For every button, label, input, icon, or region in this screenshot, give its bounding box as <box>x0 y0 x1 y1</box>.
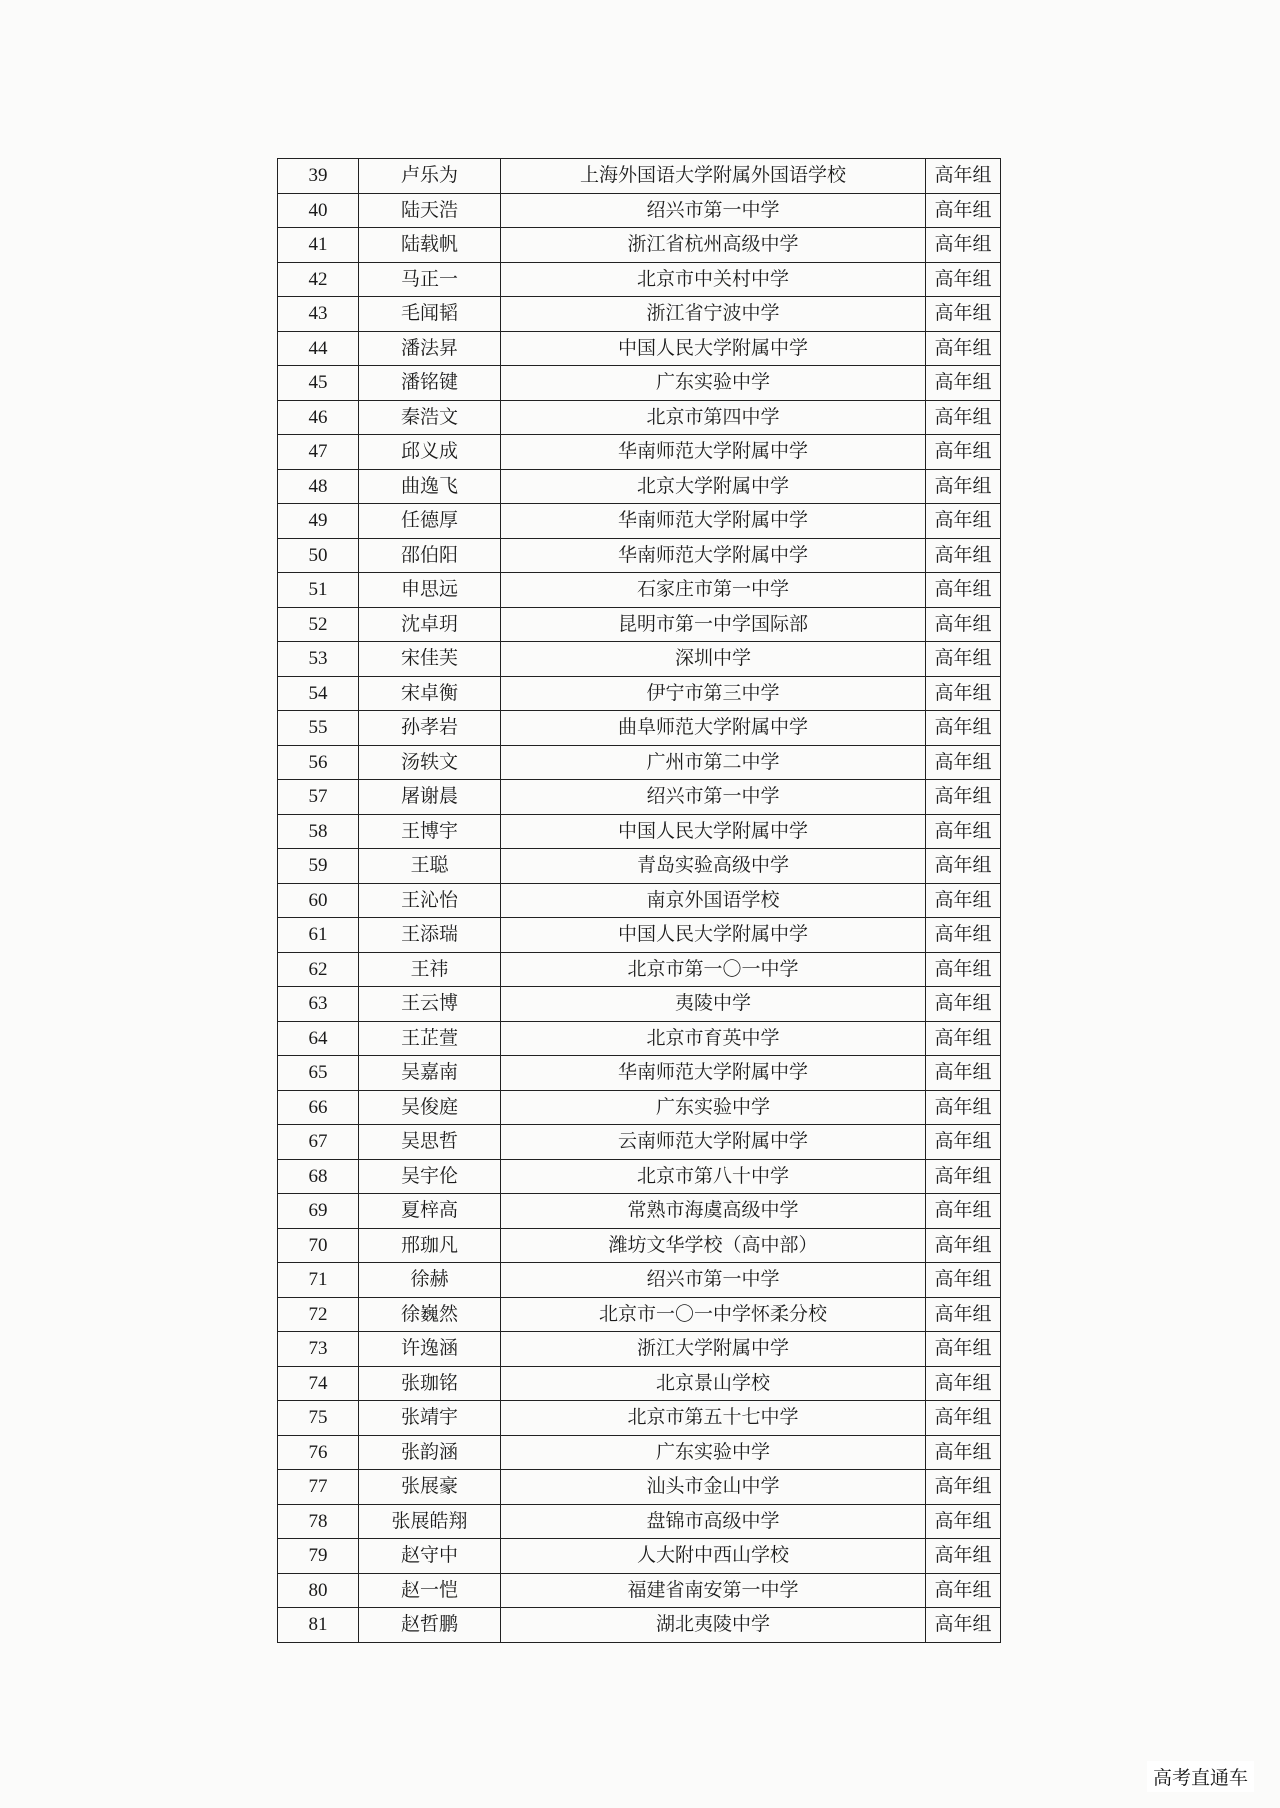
school-name-cell: 上海外国语大学附属外国语学校 <box>501 159 926 194</box>
school-name-cell: 北京市第八十中学 <box>501 1159 926 1194</box>
table-row <box>278 883 1001 918</box>
school-name-cell: 人大附中西山学校 <box>501 1539 926 1574</box>
row-number-cell: 61 <box>278 918 359 953</box>
school-name-cell: 浙江省杭州高级中学 <box>501 228 926 263</box>
row-number-cell: 45 <box>278 366 359 401</box>
student-name-cell: 毛闻韬 <box>359 297 501 332</box>
row-number-cell: 47 <box>278 435 359 470</box>
table-row <box>278 1539 1001 1574</box>
row-number-cell: 72 <box>278 1297 359 1332</box>
row-number-cell: 62 <box>278 952 359 987</box>
table-row <box>278 711 1001 746</box>
group-cell: 高年组 <box>926 883 1001 918</box>
group-cell: 高年组 <box>926 711 1001 746</box>
group-cell: 高年组 <box>926 159 1001 194</box>
table-row <box>278 849 1001 884</box>
table-row <box>278 1470 1001 1505</box>
group-cell: 高年组 <box>926 262 1001 297</box>
row-number-cell: 73 <box>278 1332 359 1367</box>
group-cell: 高年组 <box>926 366 1001 401</box>
group-cell: 高年组 <box>926 952 1001 987</box>
student-name-cell: 卢乐为 <box>359 159 501 194</box>
student-name-cell: 赵一恺 <box>359 1573 501 1608</box>
school-name-cell: 北京市中关村中学 <box>501 262 926 297</box>
school-name-cell: 石家庄市第一中学 <box>501 573 926 608</box>
student-name-cell: 王祎 <box>359 952 501 987</box>
row-number-cell: 46 <box>278 400 359 435</box>
school-name-cell: 浙江大学附属中学 <box>501 1332 926 1367</box>
student-name-cell: 马正一 <box>359 262 501 297</box>
student-name-cell: 王沁怡 <box>359 883 501 918</box>
student-name-cell: 徐巍然 <box>359 1297 501 1332</box>
table-row <box>278 573 1001 608</box>
group-cell: 高年组 <box>926 504 1001 539</box>
student-name-cell: 王云博 <box>359 987 501 1022</box>
table-row <box>278 1263 1001 1298</box>
row-number-cell: 74 <box>278 1366 359 1401</box>
group-cell: 高年组 <box>926 538 1001 573</box>
table-row <box>278 1401 1001 1436</box>
school-name-cell: 常熟市海虞高级中学 <box>501 1194 926 1229</box>
group-cell: 高年组 <box>926 1056 1001 1091</box>
school-name-cell: 曲阜师范大学附属中学 <box>501 711 926 746</box>
participant-table-body <box>278 159 1001 1643</box>
row-number-cell: 75 <box>278 1401 359 1436</box>
group-cell: 高年组 <box>926 1470 1001 1505</box>
table-row <box>278 297 1001 332</box>
table-row <box>278 469 1001 504</box>
student-name-cell: 邢珈凡 <box>359 1228 501 1263</box>
table-row <box>278 1366 1001 1401</box>
student-name-cell: 赵守中 <box>359 1539 501 1574</box>
table-row <box>278 1504 1001 1539</box>
group-cell: 高年组 <box>926 1297 1001 1332</box>
table-row <box>278 745 1001 780</box>
row-number-cell: 48 <box>278 469 359 504</box>
student-name-cell: 潘铭键 <box>359 366 501 401</box>
table-row <box>278 1297 1001 1332</box>
group-cell: 高年组 <box>926 987 1001 1022</box>
school-name-cell: 北京市第一〇一中学 <box>501 952 926 987</box>
group-cell: 高年组 <box>926 642 1001 677</box>
school-name-cell: 云南师范大学附属中学 <box>501 1125 926 1160</box>
school-name-cell: 北京市一〇一中学怀柔分校 <box>501 1297 926 1332</box>
student-name-cell: 吴宇伦 <box>359 1159 501 1194</box>
school-name-cell: 华南师范大学附属中学 <box>501 538 926 573</box>
group-cell: 高年组 <box>926 193 1001 228</box>
school-name-cell: 伊宁市第三中学 <box>501 676 926 711</box>
school-name-cell: 福建省南安第一中学 <box>501 1573 926 1608</box>
row-number-cell: 55 <box>278 711 359 746</box>
school-name-cell: 潍坊文华学校（高中部） <box>501 1228 926 1263</box>
row-number-cell: 53 <box>278 642 359 677</box>
school-name-cell: 深圳中学 <box>501 642 926 677</box>
group-cell: 高年组 <box>926 780 1001 815</box>
student-name-cell: 沈卓玥 <box>359 607 501 642</box>
group-cell: 高年组 <box>926 573 1001 608</box>
table-row <box>278 607 1001 642</box>
school-name-cell: 湖北夷陵中学 <box>501 1608 926 1643</box>
group-cell: 高年组 <box>926 607 1001 642</box>
group-cell: 高年组 <box>926 1194 1001 1229</box>
student-name-cell: 赵哲鹏 <box>359 1608 501 1643</box>
school-name-cell: 北京景山学校 <box>501 1366 926 1401</box>
table-row <box>278 262 1001 297</box>
school-name-cell: 青岛实验高级中学 <box>501 849 926 884</box>
table-row <box>278 1194 1001 1229</box>
student-name-cell: 张展豪 <box>359 1470 501 1505</box>
student-name-cell: 张珈铭 <box>359 1366 501 1401</box>
table-row <box>278 331 1001 366</box>
school-name-cell: 中国人民大学附属中学 <box>501 918 926 953</box>
student-name-cell: 宋卓衡 <box>359 676 501 711</box>
school-name-cell: 广东实验中学 <box>501 1435 926 1470</box>
student-name-cell: 许逸涵 <box>359 1332 501 1367</box>
table-row <box>278 814 1001 849</box>
table-row <box>278 780 1001 815</box>
row-number-cell: 43 <box>278 297 359 332</box>
school-name-cell: 绍兴市第一中学 <box>501 1263 926 1298</box>
group-cell: 高年组 <box>926 1539 1001 1574</box>
student-name-cell: 王聪 <box>359 849 501 884</box>
school-name-cell: 昆明市第一中学国际部 <box>501 607 926 642</box>
student-name-cell: 孙孝岩 <box>359 711 501 746</box>
school-name-cell: 华南师范大学附属中学 <box>501 435 926 470</box>
student-name-cell: 秦浩文 <box>359 400 501 435</box>
row-number-cell: 80 <box>278 1573 359 1608</box>
student-name-cell: 徐赫 <box>359 1263 501 1298</box>
table-row <box>278 1332 1001 1367</box>
group-cell: 高年组 <box>926 1159 1001 1194</box>
group-cell: 高年组 <box>926 297 1001 332</box>
student-name-cell: 吴嘉南 <box>359 1056 501 1091</box>
school-name-cell: 华南师范大学附属中学 <box>501 1056 926 1091</box>
school-name-cell: 北京大学附属中学 <box>501 469 926 504</box>
student-name-cell: 吴思哲 <box>359 1125 501 1160</box>
school-name-cell: 南京外国语学校 <box>501 883 926 918</box>
table-row <box>278 159 1001 194</box>
group-cell: 高年组 <box>926 1366 1001 1401</box>
student-name-cell: 王博宇 <box>359 814 501 849</box>
table-row <box>278 676 1001 711</box>
row-number-cell: 77 <box>278 1470 359 1505</box>
student-name-cell: 屠谢晨 <box>359 780 501 815</box>
row-number-cell: 42 <box>278 262 359 297</box>
student-name-cell: 张韵涵 <box>359 1435 501 1470</box>
student-name-cell: 陆天浩 <box>359 193 501 228</box>
row-number-cell: 66 <box>278 1090 359 1125</box>
row-number-cell: 49 <box>278 504 359 539</box>
group-cell: 高年组 <box>926 1435 1001 1470</box>
student-name-cell: 王芷萱 <box>359 1021 501 1056</box>
group-cell: 高年组 <box>926 676 1001 711</box>
group-cell: 高年组 <box>926 1573 1001 1608</box>
group-cell: 高年组 <box>926 228 1001 263</box>
school-name-cell: 绍兴市第一中学 <box>501 193 926 228</box>
student-name-cell: 邵伯阳 <box>359 538 501 573</box>
table-row <box>278 1573 1001 1608</box>
school-name-cell: 中国人民大学附属中学 <box>501 814 926 849</box>
group-cell: 高年组 <box>926 1332 1001 1367</box>
row-number-cell: 56 <box>278 745 359 780</box>
row-number-cell: 40 <box>278 193 359 228</box>
row-number-cell: 81 <box>278 1608 359 1643</box>
group-cell: 高年组 <box>926 1401 1001 1436</box>
school-name-cell: 广州市第二中学 <box>501 745 926 780</box>
student-name-cell: 潘法昇 <box>359 331 501 366</box>
student-name-cell: 曲逸飞 <box>359 469 501 504</box>
student-name-cell: 张展皓翔 <box>359 1504 501 1539</box>
table-row <box>278 366 1001 401</box>
student-name-cell: 申思远 <box>359 573 501 608</box>
school-name-cell: 汕头市金山中学 <box>501 1470 926 1505</box>
row-number-cell: 64 <box>278 1021 359 1056</box>
school-name-cell: 绍兴市第一中学 <box>501 780 926 815</box>
school-name-cell: 北京市第四中学 <box>501 400 926 435</box>
group-cell: 高年组 <box>926 849 1001 884</box>
row-number-cell: 39 <box>278 159 359 194</box>
group-cell: 高年组 <box>926 1263 1001 1298</box>
table-row <box>278 918 1001 953</box>
student-name-cell: 夏梓高 <box>359 1194 501 1229</box>
row-number-cell: 51 <box>278 573 359 608</box>
participant-table <box>277 158 1001 1643</box>
student-name-cell: 张靖宇 <box>359 1401 501 1436</box>
row-number-cell: 57 <box>278 780 359 815</box>
table-row <box>278 538 1001 573</box>
row-number-cell: 70 <box>278 1228 359 1263</box>
group-cell: 高年组 <box>926 814 1001 849</box>
row-number-cell: 69 <box>278 1194 359 1229</box>
school-name-cell: 北京市育英中学 <box>501 1021 926 1056</box>
school-name-cell: 中国人民大学附属中学 <box>501 331 926 366</box>
row-number-cell: 68 <box>278 1159 359 1194</box>
row-number-cell: 79 <box>278 1539 359 1574</box>
group-cell: 高年组 <box>926 331 1001 366</box>
group-cell: 高年组 <box>926 1021 1001 1056</box>
table-row <box>278 193 1001 228</box>
table-row <box>278 1435 1001 1470</box>
table-row <box>278 1125 1001 1160</box>
row-number-cell: 60 <box>278 883 359 918</box>
row-number-cell: 58 <box>278 814 359 849</box>
school-name-cell: 浙江省宁波中学 <box>501 297 926 332</box>
group-cell: 高年组 <box>926 1090 1001 1125</box>
table-row <box>278 1090 1001 1125</box>
row-number-cell: 44 <box>278 331 359 366</box>
table-row <box>278 1021 1001 1056</box>
table-row <box>278 1159 1001 1194</box>
group-cell: 高年组 <box>926 1125 1001 1160</box>
student-name-cell: 汤轶文 <box>359 745 501 780</box>
school-name-cell: 夷陵中学 <box>501 987 926 1022</box>
group-cell: 高年组 <box>926 1228 1001 1263</box>
row-number-cell: 54 <box>278 676 359 711</box>
table-row <box>278 504 1001 539</box>
school-name-cell: 盘锦市高级中学 <box>501 1504 926 1539</box>
group-cell: 高年组 <box>926 1608 1001 1643</box>
group-cell: 高年组 <box>926 435 1001 470</box>
group-cell: 高年组 <box>926 400 1001 435</box>
table-row <box>278 400 1001 435</box>
row-number-cell: 63 <box>278 987 359 1022</box>
table-row <box>278 952 1001 987</box>
row-number-cell: 59 <box>278 849 359 884</box>
table-row <box>278 435 1001 470</box>
row-number-cell: 67 <box>278 1125 359 1160</box>
row-number-cell: 78 <box>278 1504 359 1539</box>
table-row <box>278 1056 1001 1091</box>
school-name-cell: 华南师范大学附属中学 <box>501 504 926 539</box>
student-name-cell: 邱义成 <box>359 435 501 470</box>
student-name-cell: 陆载帆 <box>359 228 501 263</box>
school-name-cell: 北京市第五十七中学 <box>501 1401 926 1436</box>
school-name-cell: 广东实验中学 <box>501 1090 926 1125</box>
table-row <box>278 987 1001 1022</box>
group-cell: 高年组 <box>926 745 1001 780</box>
school-name-cell: 广东实验中学 <box>501 366 926 401</box>
student-name-cell: 王添瑞 <box>359 918 501 953</box>
row-number-cell: 76 <box>278 1435 359 1470</box>
row-number-cell: 71 <box>278 1263 359 1298</box>
row-number-cell: 52 <box>278 607 359 642</box>
row-number-cell: 50 <box>278 538 359 573</box>
table-row <box>278 1228 1001 1263</box>
row-number-cell: 41 <box>278 228 359 263</box>
table-row <box>278 642 1001 677</box>
student-name-cell: 任德厚 <box>359 504 501 539</box>
row-number-cell: 65 <box>278 1056 359 1091</box>
group-cell: 高年组 <box>926 469 1001 504</box>
student-name-cell: 宋佳芙 <box>359 642 501 677</box>
student-name-cell: 吴俊庭 <box>359 1090 501 1125</box>
table-row <box>278 228 1001 263</box>
watermark-text: 高考直通车 <box>1147 1761 1254 1792</box>
group-cell: 高年组 <box>926 918 1001 953</box>
group-cell: 高年组 <box>926 1504 1001 1539</box>
table-row <box>278 1608 1001 1643</box>
